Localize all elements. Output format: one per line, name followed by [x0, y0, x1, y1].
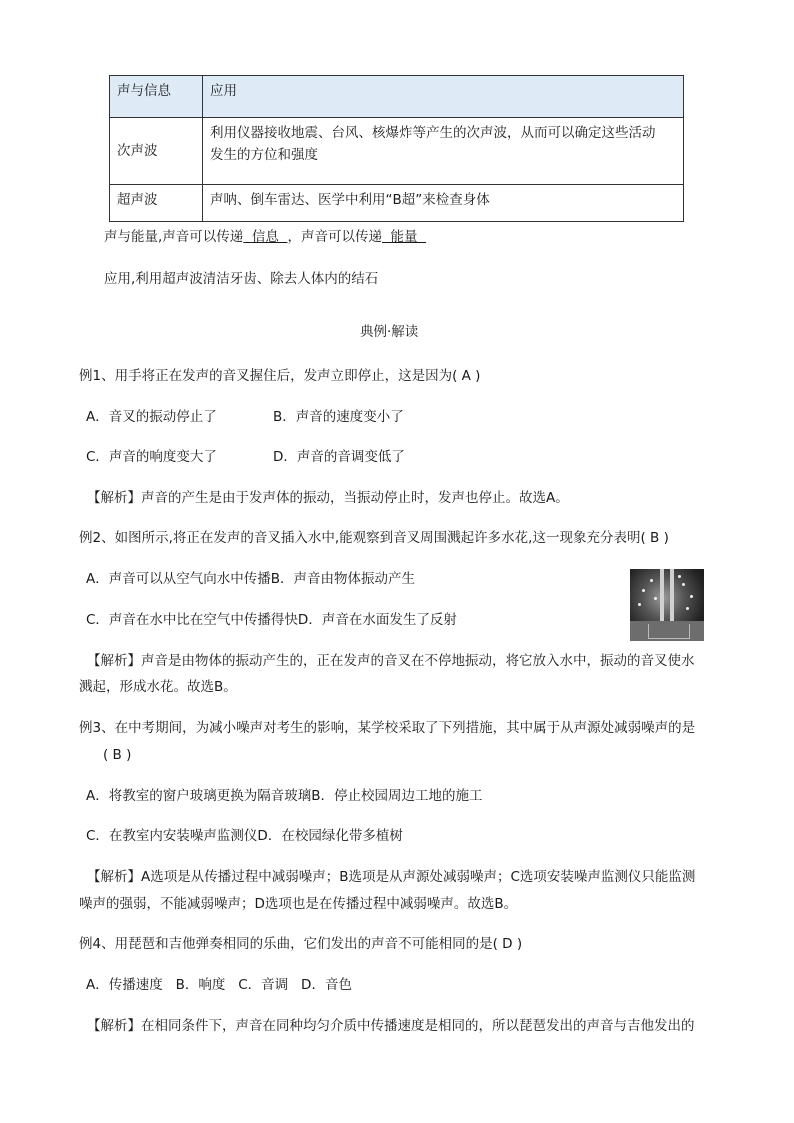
example-2-options-cd: C．声音在水中比在空气中传播得快D．声音在水面发生了反射 [86, 612, 457, 628]
example-3-options-ab: A．将教室的窗户玻璃更换为隔音玻璃B．停止校园周边工地的施工 [86, 788, 483, 804]
table-cell: 声呐、倒车雷达、医学中利用“B超”来检查身体 [203, 185, 684, 222]
example-3-question: 例3、在中考期间，为减小噪声对考生的影响，某学校采取了下列措施，其中属于从声源处减弱噪声的是 [79, 720, 696, 736]
tuning-fork-water-photo [630, 569, 704, 641]
example-3-options-cd: C．在教室内安装噪声监测仪D．在校园绿化带多植树 [86, 828, 403, 844]
energy-application: 应用,利用超声波清洁牙齿、除去人体内的结石 [104, 271, 379, 287]
table-row [110, 185, 684, 222]
example-4-options: A．传播速度 B．响度 C．音调 D．音色 [86, 977, 352, 993]
energy-line [104, 228, 426, 246]
table-header-cell: 声与信息 [110, 76, 203, 118]
example-1-question: 例1、用手将正在发声的音叉握住后，发声立即停止，这是因为( A ) [79, 368, 481, 384]
table-cell: 超声波 [110, 185, 203, 222]
table-row [110, 118, 684, 185]
example-1-option-b: B．声音的速度变小了 [273, 409, 404, 425]
energy-blank-2: 能量 [381, 229, 427, 245]
example-1-option-c: C．声音的响度变大了 [86, 449, 217, 465]
table-cell: 次声波 [110, 118, 203, 185]
table-cell [203, 118, 684, 185]
section-title: 典例·解读 [360, 324, 419, 340]
example-3-explanation-line-2: 噪声的强弱，不能减弱噪声；D选项也是在传播过程中减弱噪声。故选B。 [79, 896, 518, 912]
energy-blank-1: 信息 [243, 229, 288, 245]
example-2-question: 例2、如图所示,将正在发声的音叉插入水中,能观察到音叉周围溅起许多水花,这一现象充分表明( B ) [79, 530, 669, 546]
example-2-explanation-line-2: 溅起，形成水花。故选B。 [79, 679, 237, 695]
example-1-explanation: 【解析】声音的产生是由于发声体的振动，当振动停止时，发声也停止。故选A。 [87, 490, 569, 506]
energy-text: 声与能量,声音可以传递 [104, 229, 244, 245]
example-3-answer: ( B ) [103, 747, 132, 763]
energy-text: ，声音可以传递 [287, 229, 382, 245]
example-4-question: 例4、用琵琶和吉他弹奏相同的乐曲，它们发出的声音不可能相同的是( D ) [79, 936, 523, 952]
table-header-row [110, 76, 684, 118]
example-1-option-d: D．声音的音调变低了 [273, 449, 405, 465]
example-2-explanation-line-1: 【解析】声音是由物体的振动产生的，正在发声的音叉在不停地振动，将它放入水中，振动的音叉使水 [87, 653, 695, 669]
example-3-explanation-line-1: 【解析】A选项是从传播过程中减弱噪声；B选项是从声源处减弱噪声；C选项安装噪声监测仪只能监测 [87, 869, 696, 885]
table-cell-line: 发生的方位和强度 [210, 147, 318, 163]
table-header-cell: 应用 [203, 76, 684, 118]
example-1-option-a: A．音叉的振动停止了 [86, 409, 217, 425]
sound-info-table [109, 75, 684, 222]
example-2-options-ab: A．声音可以从空气向水中传播B．声音由物体振动产生 [86, 571, 415, 587]
example-4-explanation: 【解析】在相同条件下，声音在同种均匀介质中传播速度是相同的，所以琵琶发出的声音与吉他发出的 [87, 1018, 695, 1034]
table-cell-line: 利用仪器接收地震、台风、核爆炸等产生的次声波，从而可以确定这些活动 [210, 125, 656, 141]
